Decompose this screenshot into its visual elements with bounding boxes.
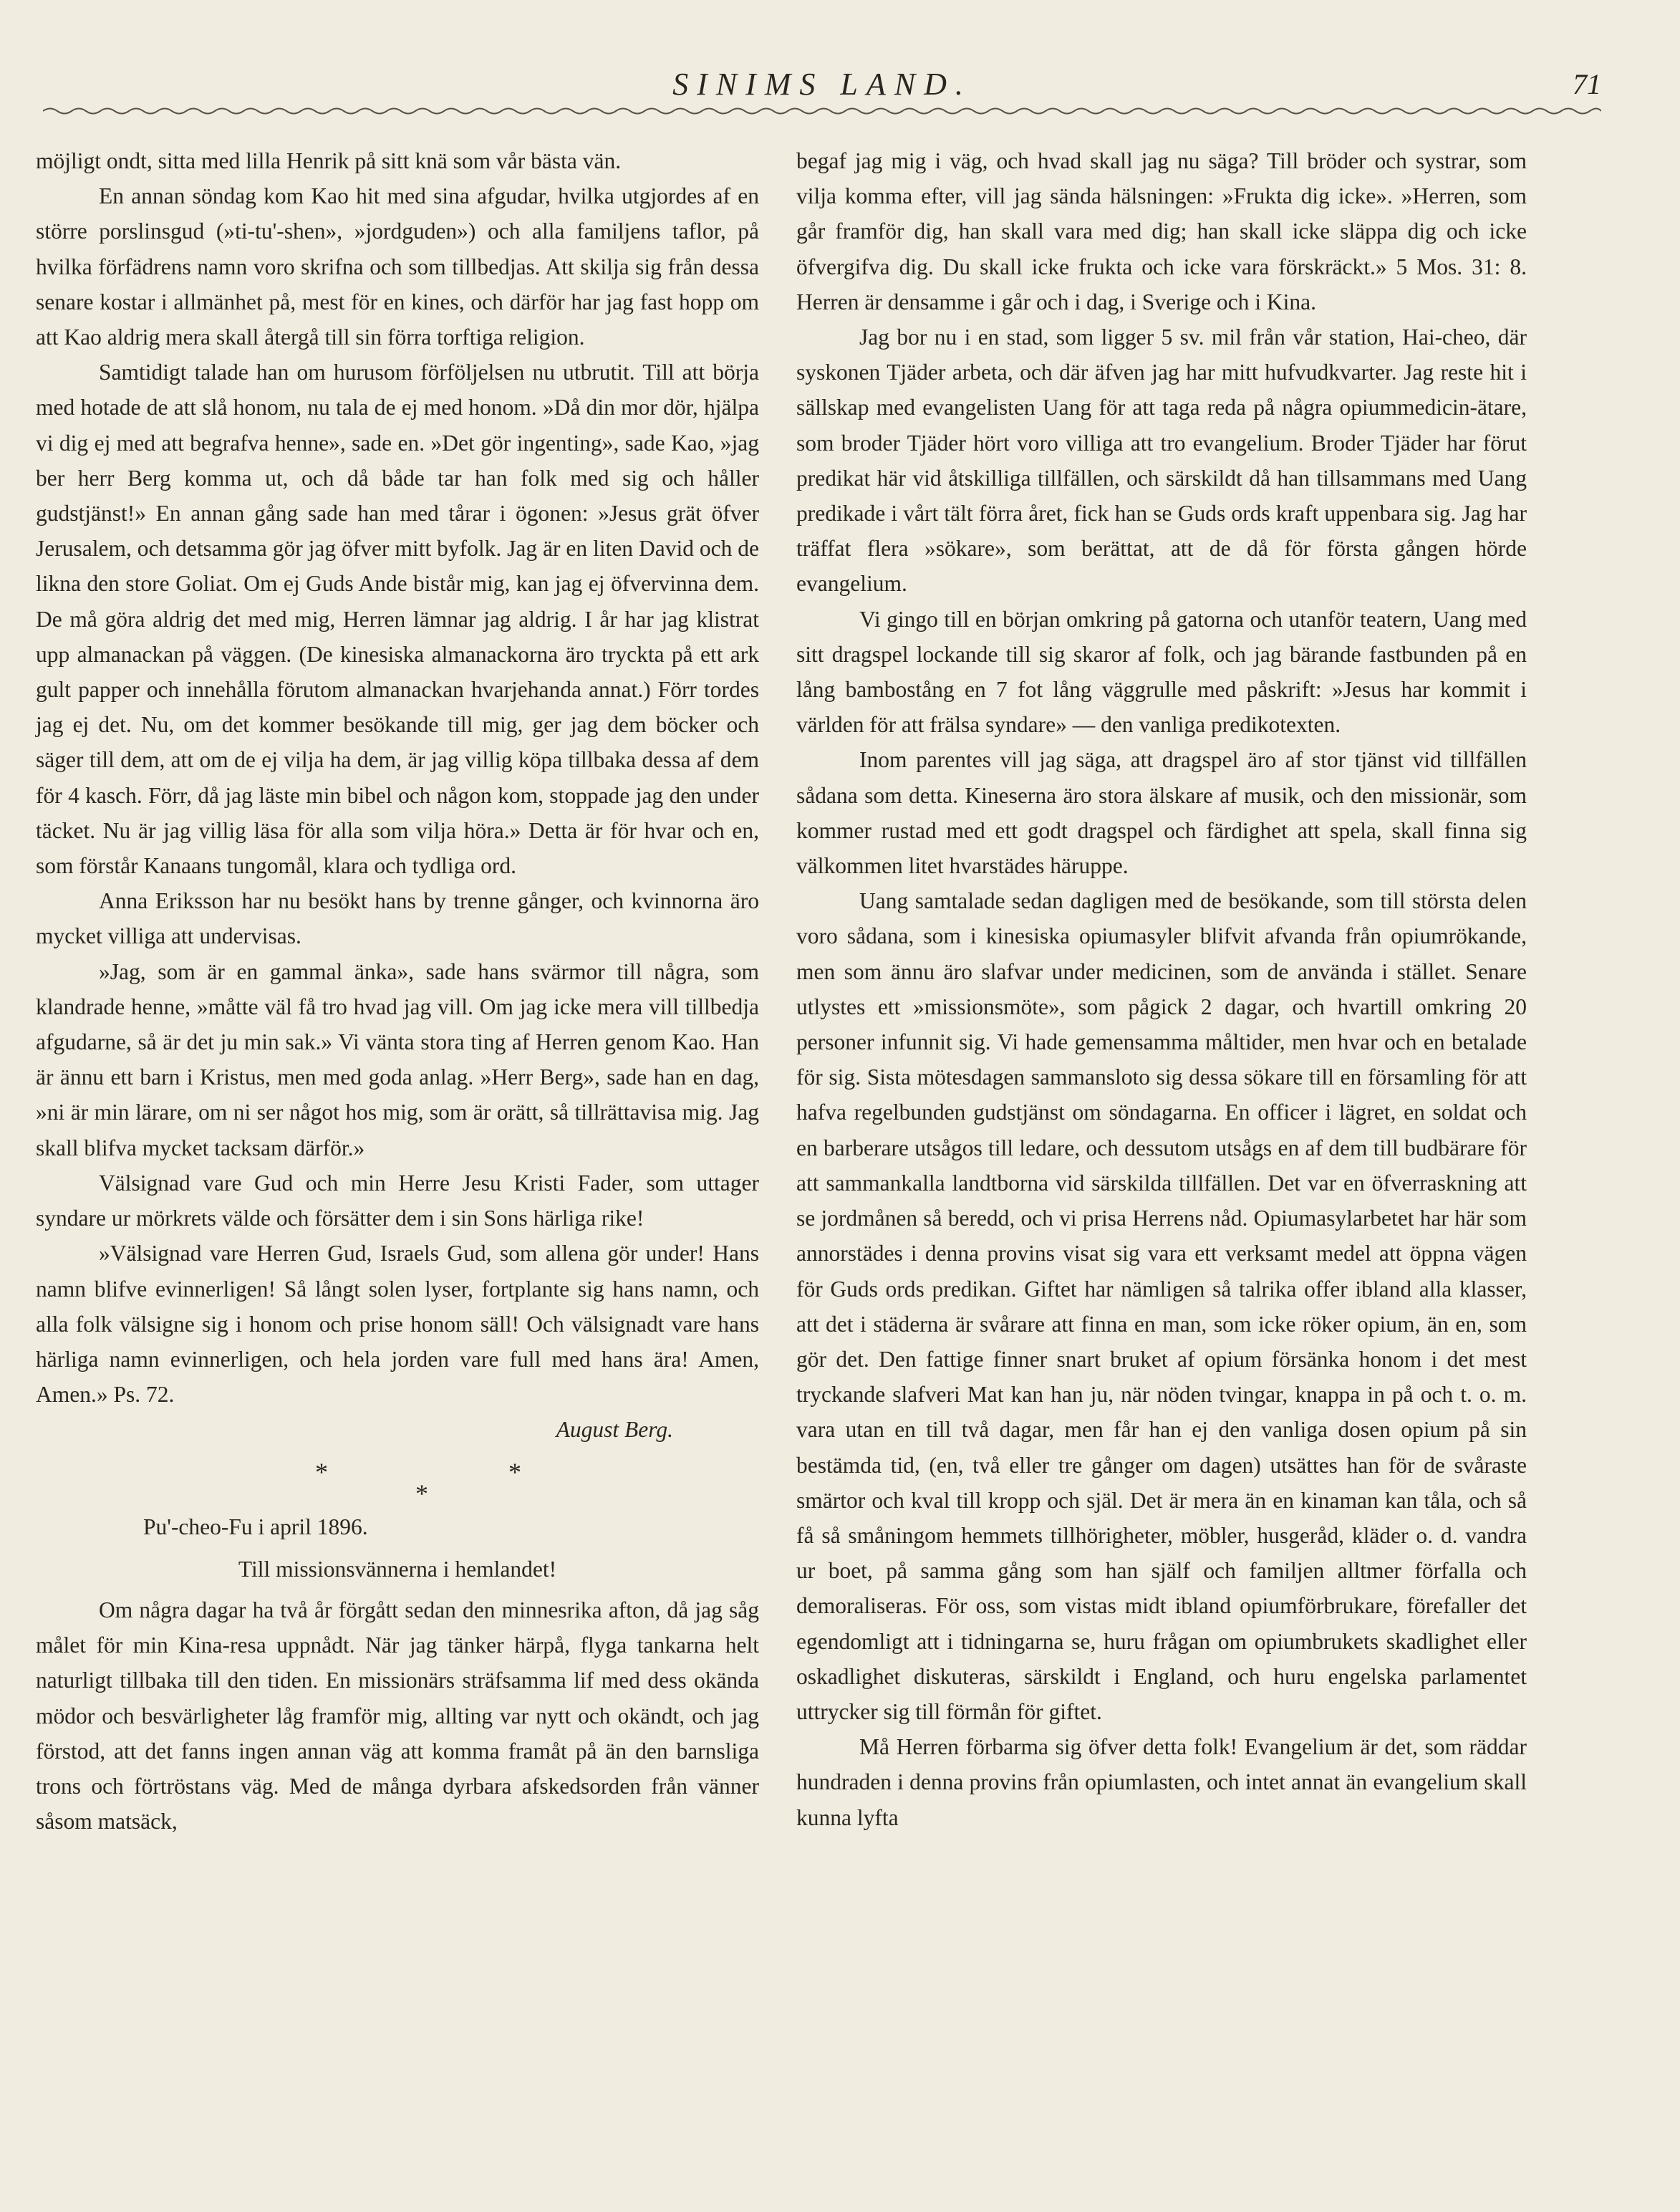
dateline: Pu'-cheo-Fu i april 1896. — [143, 1514, 368, 1539]
paragraph: »Välsignad vare Herren Gud, Israels Gud, som allena gör under! Hans namn blifve evinnerligen! Så långt solen lyser, fortplante sig hans namn, och alla folk välsigne sig i honom och prise honom säll! Och välsignadt vare hans härliga namn evinnerligen, och hela jorden vare full med hans ära! Amen, Amen.» Ps. 72. — [36, 1241, 759, 1408]
paragraph: En annan söndag kom Kao hit med sina afgudar, hvilka utgjordes af en större porslinsgud (»ti-tu'-shen», »jordguden») och alla familjens taflor, på hvilka förfädrens namn voro skrifna och som tillbedjas. Att skilja sig från dessa senare kostar i allmänhet på, mest för en kines, och därför har jag fast hopp om att Kao aldrig mera skall återgå till sin förra torftiga religion. — [36, 183, 759, 350]
paragraph: Jag bor nu i en stad, som ligger 5 sv. mil från vår station, Hai-cheo, där syskonen Tjäder arbeta, och där äfven jag har mitt hufvudkvarter. Jag reste hit i sällskap med evangelisten Uang för att taga reda på några opiummedicin-ätare, som broder Tjäder hört voro villiga att tro evangelium. Broder Tjäder har förut predikat här vid åtskilliga tillfällen, och särskildt då han tillsammans med Uang predikade i vårt tält förra året, fick han se Guds ords kraft uppenbara sig. Jag har träffat flera »sökare», som berättat, att de då för första gången hörde evangelium. — [796, 324, 1527, 597]
paragraph: möjligt ondt, sitta med lilla Henrik på sitt knä som vår bästa vän. — [36, 148, 622, 173]
asterism-star: * — [415, 1478, 428, 1508]
paragraph: begaf jag mig i väg, och hvad skall jag nu säga? Till bröder och systrar, som vilja komma efter, vill jag sända hälsningen: »Frukta dig icke». »Herren, som går framför dig, han skall vara med dig; han skall icke släppa dig och icke öfvergifva dig. Du skall icke frukta och icke vara förskräckt.» 5 Mos. 31: 8. Herren är densamme i går och i dag, i Sverige och i Kina. — [796, 148, 1527, 314]
wavy-rule-divider — [43, 106, 1601, 116]
paragraph: Vi gingo till en början omkring på gatorna och utanför teatern, Uang med sitt dragspel lockande till sig skaror af folk, och jag bärande fastbunden på en lång bambostång en 7 fot lång väggrulle med påskrift: »Jesus har kommit i världen för att frälsa syndare» — den vanliga predikotexten. — [796, 606, 1527, 738]
left-column — [36, 143, 759, 1839]
paragraph: Välsignad vare Gud och min Herre Jesu Kristi Fader, som uttager syndare ur mörkrets välde och försätter dem i sin Sons härliga rike! — [36, 1170, 759, 1231]
signature: August Berg. — [556, 1417, 673, 1443]
header-title: SINIMS LAND. — [672, 67, 972, 102]
asterism-star: * — [315, 1457, 328, 1486]
paragraph: Uang samtalade sedan dagligen med de besökande, som till största delen voro sådana, som i kinesiska opiumasyler blifvit afvanda från opiumrökande, men som ännu äro slafvar under medicinen, som de använda i stället. Senare utlystes ett »missionsmöte», som pågick 2 dagar, och hvartill omkring 20 personer infunnit sig. Vi hade gemensamma måltider, men hvar och en betalade för sig. Sista mötesdagen sammansloto sig dessa sökare till en församling för att hafva regelbunden gudstjänst om söndagarna. En officer i lägret, en soldat och en barberare utsågos till ledare, och dessutom utsågs en af dem till budbärare för att sammankalla landtborna vid särskilda tillfällen. Det var en öfverraskning att se jordmånen så beredd, och vi prisa Herrens nåd. Opiumasylarbetet har här som annorstädes i denna provins visat sig vara ett verksamt medel att öppna vägen för Guds ords predikan. Giftet har nämligen så talrika offer ibland alla klasser, att det i städerna är svårare att finna en man, som icke röker opium, än en, som gör det. Den fattige finner snart bruket af opium försänka honom i det mest tryckande slafveri Mat kan han ju, när nöden tvingar, knappa in på och t. o. m. vara utan en till två dagar, men får han ej den vanliga dosen opium på sin bestämda tid, (en, två eller tre gånger om dagen) utsättes han för de svåraste smärtor och kval till kropp och själ. Det är mera än en kinaman kan tåla, och så få så småningom hemmets tillhörigheter, möbler, husgeråd, kläder o. d. vandra ur boet, på samma gång som han själf och familjen alltmer förfalla och demoraliseras. För oss, som vistas midt ibland opiumförbrukare, förefaller det egendomligt att i tidningarna se, huru frågan om opiumbrukets skadlighet eller oskadlighet diskuteras, särskildt i England, och huru engelska parlamentet uttrycker sig till förmån för giftet. — [796, 888, 1527, 1724]
paragraph: Samtidigt talade han om hurusom förföljelsen nu utbrutit. Till att börja med hotade de att slå honom, nu tala de ej med honom. »Då din mor dör, hjälpa vi dig ej med att begrafva henne», sade en. »Det gör ingenting», sade Kao, »jag ber herr Berg komma ut, och då både tar han folk med sig och håller gudstjänst!» En annan gång sade han med tårar i ögonen: »Jesus grät öfver Jerusalem, och detsamma gör jag öfver mitt byfolk. Jag är en liten David och de likna den store Goliat. Om ej Guds Ande bistår mig, kan jag ej öfvervinna dem. De må göra aldrig det med mig, Herren lämnar jag aldrig. I år har jag klistrat upp almanackan på väggen. (De kinesiska almanackorna äro tryckta på ett ark gult papper och innehålla förutom almanackan hvarjehanda annat.) Förr tordes jag ej det. Nu, om det kommer besökande till mig, ger jag dem böcker och säger till dem, att om de ej vilja ha dem, är jag villig köpa tillbaka dessa af dem för 4 kasch. Förr, då jag läste min bibel och någon kom, stoppade jag den under täcket. Nu är jag villig läsa för alla som vilja höra.» Detta är för hvar och en, som förstår Kanaans tungomål, klara och tydliga ord. — [36, 360, 759, 879]
paragraph: Om några dagar ha två år förgått sedan den minnesrika afton, då jag såg målet för min Kina-resa uppnådt. När jag tänker härpå, flyga tankarna helt naturligt tillbaka till den tiden. En missionärs sträfsamma lif med dess okända mödor och besvärligheter låg framför mig, allting var nytt och okändt, och jag förstod, att det fanns ingen annan väg att komma framåt på än den barnsliga trons och förtröstans väg. Med de många dyrbara afskedsorden från vänner såsom matsäck, — [36, 1597, 759, 1834]
right-column — [796, 143, 1527, 1835]
paragraph: Inom parentes vill jag säga, att dragspel äro af stor tjänst vid tillfällen sådana som detta. Kineserna äro stora älskare af musik, och den missionär, som kommer rustad med ett godt dragspel och färdighet att spela, skall finna sig välkommen litet hvarstädes häruppe. — [796, 747, 1527, 879]
paragraph: »Jag, som är en gammal änka», sade hans svärmor till några, som klandrade henne, »måtte väl få tro hvad jag vill. Om jag icke mera vill tillbedja afgudarne, så är det ju min sak.» Vi vänta stora ting af Herren genom Kao. Han är ännu ett barn i Kristus, men med goda anlag. »Herr Berg», sade han en dag, »ni är min lärare, om ni ser något hos mig, som är orätt, så tillrättavisa mig. Jag skall blifva mycket tacksam därför.» — [36, 958, 759, 1160]
paragraph: Anna Eriksson har nu besökt hans by trenne gånger, och kvinnorna äro mycket villiga att undervisas. — [36, 888, 759, 949]
paragraph: Må Herren förbarma sig öfver detta folk! Evangelium är det, som räddar hundraden i denna provins från opiumlasten, och intet annat än evangelium skall kunna lyfta — [796, 1734, 1527, 1830]
salutation: Till missionsvännerna i hemlandet! — [238, 1556, 557, 1582]
page-number: 71 — [1573, 68, 1601, 100]
asterism-star: * — [508, 1457, 521, 1486]
running-header — [43, 63, 1601, 113]
asterism-divider — [36, 1448, 759, 1508]
